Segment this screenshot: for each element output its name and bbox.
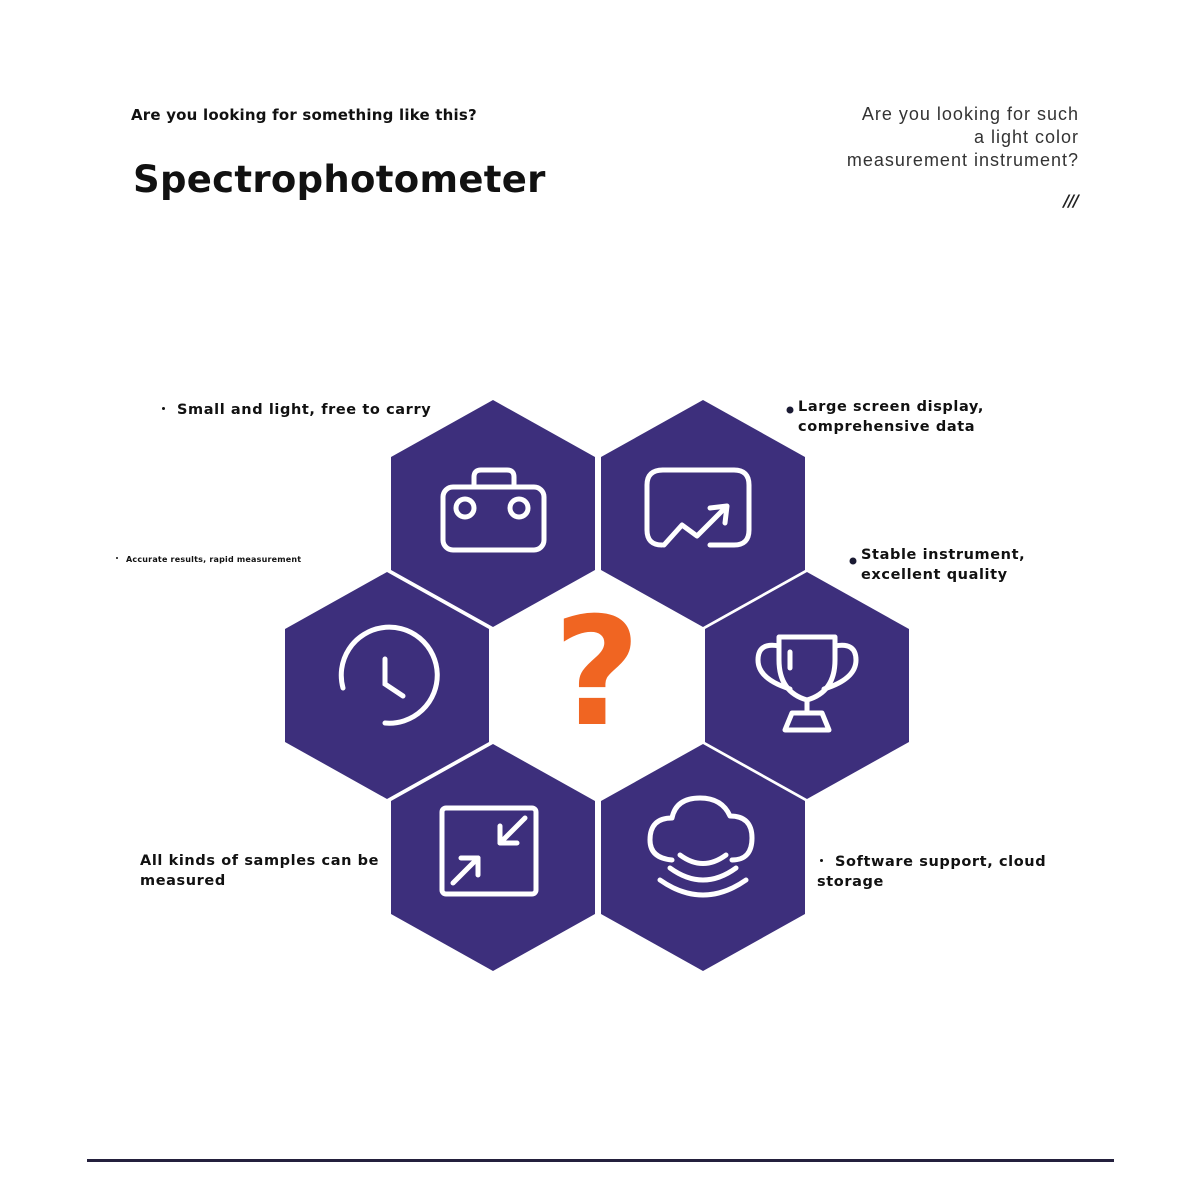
- slash-decoration: ///: [1063, 191, 1078, 210]
- feature-cloud-line-2: storage: [817, 874, 884, 890]
- feature-samples-line-1: All kinds of samples can be: [140, 853, 380, 869]
- bullet-icon: [116, 557, 118, 559]
- bullet-icon: [820, 859, 823, 862]
- eyebrow-text: Are you looking for something like this?: [131, 106, 477, 124]
- feature-accuracy-line-1: Accurate results, rapid measurement: [126, 555, 302, 564]
- page-title: Spectrophotometer: [133, 158, 546, 201]
- feature-display: [798, 397, 984, 437]
- feature-portable-line-1: Small and light, free to carry: [177, 402, 432, 418]
- tagline-line-1: Are you looking for such: [861, 104, 1079, 124]
- feature-display-line-2: comprehensive data: [798, 419, 976, 435]
- tagline-line-2: a light color: [973, 127, 1079, 147]
- feature-stability-line-1: Stable instrument,: [861, 547, 1026, 563]
- connector-dot: [787, 407, 794, 414]
- connector-dot: [850, 558, 857, 565]
- feature-cloud: [817, 852, 1047, 892]
- question-mark: ?: [553, 586, 641, 760]
- feature-display-line-1: Large screen display,: [798, 399, 984, 415]
- feature-accuracy: [116, 550, 301, 570]
- feature-stability-line-2: excellent quality: [861, 567, 1008, 583]
- feature-samples-line-2: measured: [140, 873, 226, 889]
- feature-samples: [140, 851, 379, 891]
- feature-portable: [162, 400, 431, 420]
- feature-cloud-line-1: Software support, cloud: [835, 854, 1047, 870]
- tagline-line-3: measurement instrument?: [846, 150, 1079, 170]
- bullet-icon: [162, 407, 165, 410]
- footer-divider: [87, 1159, 1114, 1162]
- feature-stability: [861, 545, 1025, 585]
